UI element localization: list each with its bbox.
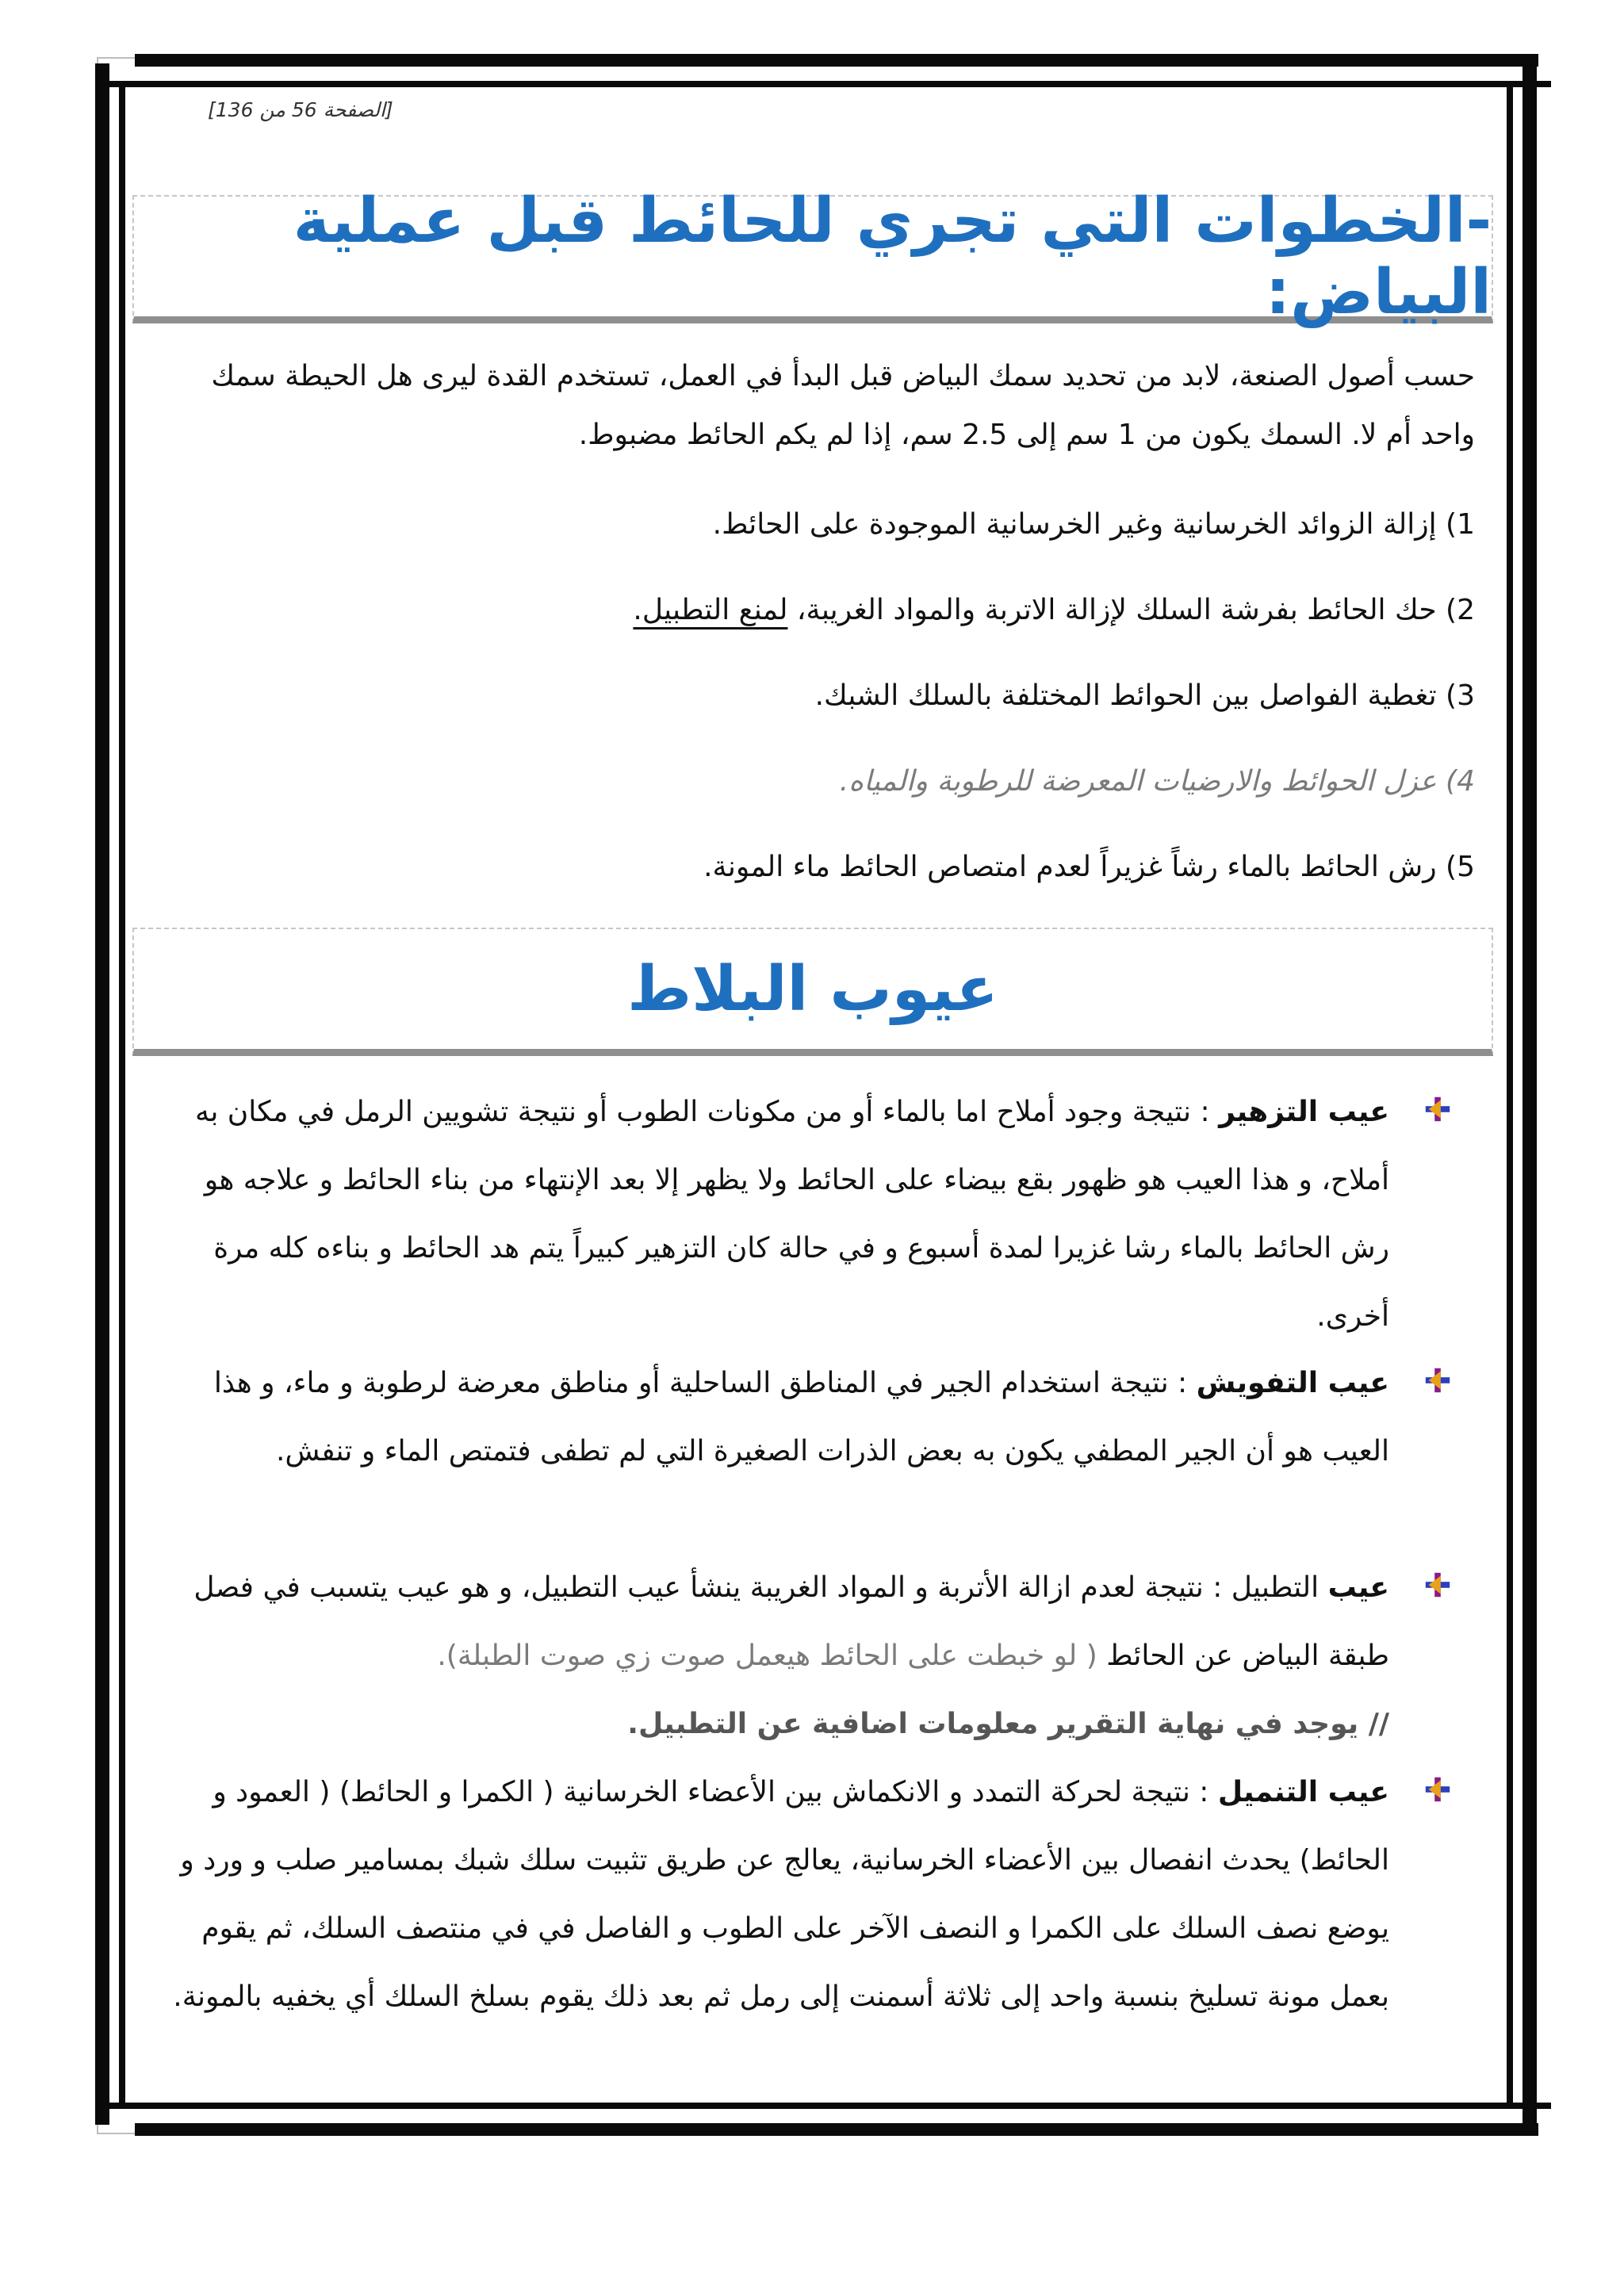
step-2-underlined: لمنع التطبيل. bbox=[633, 594, 788, 626]
bullet-arrow-icon bbox=[1423, 1570, 1453, 1600]
page-border-bottom bbox=[135, 2123, 1538, 2136]
defect-term-rest: التطبيل bbox=[1231, 1571, 1328, 1604]
step-5: 5) رش الحائط بالماء رشاً غزيراً لعدم امتصاص الحائط ماء المونة. bbox=[703, 851, 1475, 883]
heading-box-steps bbox=[132, 185, 1493, 328]
step-2-text: 2) حك الحائط بفرشة السلك لإزالة الاتربة والمواد الغريبة، bbox=[787, 594, 1475, 626]
page-border-bottom-inner bbox=[109, 2103, 1551, 2109]
step-2 bbox=[174, 581, 1475, 640]
step-3: 3) تغطية الفواصل بين الحوائط المختلفة بالسلك الشبك. bbox=[814, 679, 1475, 712]
page-border-left bbox=[95, 63, 109, 2125]
defect-description: : نتيجة لعدم ازالة الأتربة و المواد الغريبة ينشأ عيب التطبيل، و هو عيب يتسبب في فصل طبقة البياض عن الحائط bbox=[193, 1571, 1389, 1672]
intro-paragraph: حسب أصول الصنعة، لابد من تحديد سمك البياض قبل البدأ في العمل، تستخدم القدة ليرى هل الحيطة سمك واحد أم لا. السمك يكون من 1 سم إلى 2.5 سم، إذا لم يكم الحائط مضبوط. bbox=[211, 360, 1475, 451]
defect-term: عيب bbox=[1327, 1571, 1389, 1604]
defect-text bbox=[151, 1349, 1435, 1486]
page-border-top-inner bbox=[109, 81, 1551, 87]
page-border-right-inner bbox=[1507, 82, 1513, 2106]
bullet-arrow-icon bbox=[1423, 1365, 1453, 1395]
defect-description: : نتيجة لحركة التمدد و الانكماش بين الأعضاء الخرسانية ( الكمرا و الحائط) ( العمود و الحائط) يحدث انفصال بين الأعضاء الخرسانية، يعالج عن طريق تثبيت سلك شبك بمسامير صلب و ورد و يوضع نصف السلك على الكمرا و النصف الآخر على الطوب و الفاصل في في منتصف السلك، ثم يقوم بعمل مونة تسليخ بنسبة واحد إلى ثلاثة أسمنت إلى رمل ثم بعد ذلك يقوم بسلخ السلك أي يخفيه بالمونة. bbox=[173, 1776, 1389, 2013]
defect-text bbox=[151, 1078, 1435, 1351]
page-border-top bbox=[135, 54, 1538, 67]
page-number: [الصفحة 56 من 136] bbox=[208, 98, 393, 121]
page-border-right bbox=[1522, 63, 1537, 2125]
step-4: 4) عزل الحوائط والارضيات المعرضة للرطوبة والمياه. bbox=[839, 765, 1475, 798]
defect-text bbox=[151, 1554, 1435, 1758]
defect-term: عيب التنميل bbox=[1217, 1776, 1389, 1808]
defect-text bbox=[151, 1758, 1435, 2031]
bullet-arrow-icon bbox=[1423, 1094, 1453, 1124]
defect-description-aside: ( لو خبطت على الحائط هيعمل صوت زي صوت الطبلة). bbox=[437, 1640, 1097, 1672]
defect-term: عيب التفويش bbox=[1196, 1367, 1389, 1399]
defect-term: عيب التزهير bbox=[1219, 1096, 1389, 1128]
defect-cracking bbox=[151, 1758, 1435, 2031]
defect-efflorescence bbox=[151, 1078, 1435, 1351]
page-border-left-inner bbox=[119, 82, 125, 2106]
section-title-steps: -الخطوات التي تجري للحائط قبل عملية البياض: bbox=[293, 185, 1492, 328]
defect-hollowness bbox=[151, 1554, 1435, 1758]
defect-note: // يوجد في نهاية التقرير معلومات اضافية عن التطبيل. bbox=[627, 1708, 1389, 1740]
defect-description: : نتيجة استخدام الجير في المناطق الساحلية أو مناطق معرضة لرطوبة و ماء، و هذا العيب هو أن الجير المطفي يكون به بعض الذرات الصغيرة التي لم تطفى فتمتص الماء و تنفش. bbox=[213, 1367, 1389, 1468]
step-1: 1) إزالة الزوائد الخرسانية وغير الخرسانية الموجودة على الحائط. bbox=[712, 508, 1475, 541]
bullet-arrow-icon bbox=[1423, 1774, 1453, 1804]
section-title-defects: عيوب البلاط bbox=[627, 953, 998, 1025]
defect-puffing bbox=[151, 1349, 1435, 1486]
defect-description: : نتيجة وجود أملاح اما بالماء أو من مكونات الطوب أو نتيجة تشويين الرمل في مكان به أملاح، و هذا العيب هو ظهور بقع بيضاء على الحائط ولا يظهر إلا بعد الإنتهاء من بناء الحائط و علاجه هو رش الحائط بالماء رشا غزيرا لمدة أسبوع و في حالة كان التزهير كبيراً يتم هد الحائط و بناءه كله مرة أخرى. bbox=[195, 1096, 1389, 1333]
heading-box-defects bbox=[132, 928, 1493, 1056]
